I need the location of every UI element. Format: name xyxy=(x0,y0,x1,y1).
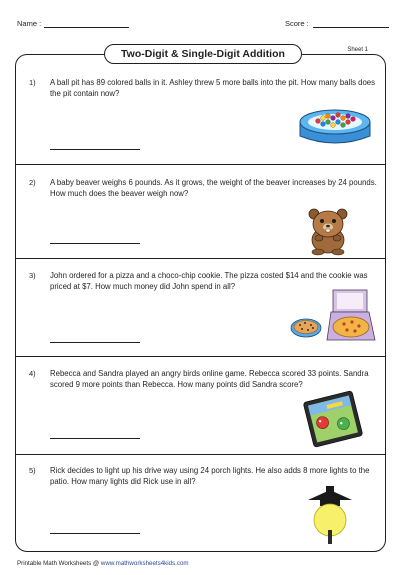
question-number: 4) xyxy=(29,369,36,378)
answer-line[interactable] xyxy=(50,149,140,150)
question-text: John ordered for a pizza and a choco-chip cookie. The pizza costed $14 and the cookie was priced at $7. How much money did John spend in all? xyxy=(50,271,368,291)
divider xyxy=(15,258,386,259)
name-label: Name : xyxy=(17,19,42,28)
question-number: 2) xyxy=(29,178,36,187)
answer-line[interactable] xyxy=(50,243,140,244)
divider xyxy=(15,164,386,165)
question-text: A ball pit has 89 colored balls in it. Ashley threw 5 more balls into the pit. How many balls does the pit contain now? xyxy=(50,78,376,98)
divider xyxy=(15,454,386,455)
question-number: 3) xyxy=(29,271,36,280)
game-tablet-icon xyxy=(302,388,364,450)
footer xyxy=(17,560,189,567)
footer-prefix: Printable Math Worksheets @ xyxy=(17,560,101,567)
porch-light-icon xyxy=(300,486,360,548)
divider xyxy=(15,356,386,357)
question-text: Rick decides to light up his drive way using 24 porch lights. He also adds 8 more lights to the patio. How many lights did Rick use in all? xyxy=(50,466,370,486)
answer-line[interactable] xyxy=(50,342,140,343)
question-text: Rebecca and Sandra played an angry birds online game. Rebecca scored 33 points. Sandra scored 9 more points than Rebecca. How many points did Sandra score? xyxy=(50,369,369,389)
answer-line[interactable] xyxy=(50,533,140,534)
answer-line[interactable] xyxy=(50,438,140,439)
sheet-label: Sheet 1 xyxy=(347,47,368,53)
name-field[interactable] xyxy=(44,27,129,28)
ball-pit-icon xyxy=(296,104,374,150)
beaver-icon xyxy=(302,204,354,256)
pizza-and-cookie-icon xyxy=(289,288,377,346)
score-label: Score : xyxy=(285,19,309,28)
question-number: 1) xyxy=(29,78,36,87)
worksheet-title: Two-Digit & Single-Digit Addition xyxy=(104,44,302,64)
question-number: 5) xyxy=(29,466,36,475)
question-text: A baby beaver weighs 6 pounds. As it grows, the weight of the beaver increases by 24 pounds. How much does the beaver weigh now? xyxy=(50,178,377,198)
score-field[interactable] xyxy=(313,27,389,28)
footer-link[interactable]: www.mathworksheets4kids.com xyxy=(100,560,189,567)
